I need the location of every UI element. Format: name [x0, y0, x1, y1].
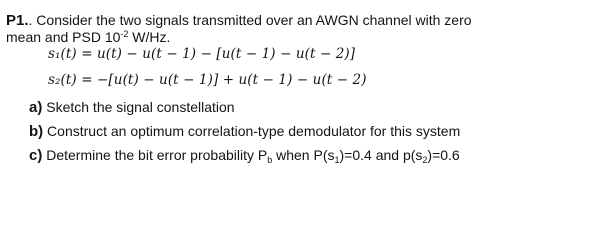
equation-s1: s₁(t) = u(t) − u(t − 1) − [u(t − 1) − u(t − 2)]: [48, 46, 356, 62]
problem-statement-line-2: [6, 29, 170, 45]
part-c-mid: )=0.4 and p(s: [339, 147, 423, 163]
part-c-when: when P(s: [272, 147, 335, 163]
problem-statement-line-1: [6, 12, 472, 29]
problem-number: P1.: [6, 12, 29, 29]
psd-unit: W/Hz.: [128, 29, 171, 45]
part-c: [29, 147, 460, 164]
part-a-text: Sketch the signal constellation: [42, 99, 235, 115]
part-c-end: )=0.6: [427, 147, 460, 163]
part-a-label: a): [29, 99, 43, 116]
part-c-sub-2: 2: [422, 155, 428, 165]
part-b-text: Construct an optimum correlation-type demodulator for this system: [43, 123, 461, 139]
part-a: [29, 99, 235, 116]
part-b: [29, 123, 460, 140]
problem-intro: . Consider the two signals transmitted over an AWGN channel with zero: [28, 12, 472, 28]
part-b-label: b): [29, 123, 44, 140]
part-c-sub-b: b: [267, 155, 273, 165]
psd-exponent: -2: [120, 29, 129, 39]
part-c-label: c): [29, 147, 43, 164]
psd-text: mean and PSD 10: [6, 29, 121, 45]
part-c-text: Determine the bit error probability P: [42, 147, 268, 163]
equation-s2: s₂(t) = −[u(t) − u(t − 1)] + u(t − 1) − u(t − 2): [48, 72, 367, 88]
part-c-sub-1: 1: [334, 155, 340, 165]
